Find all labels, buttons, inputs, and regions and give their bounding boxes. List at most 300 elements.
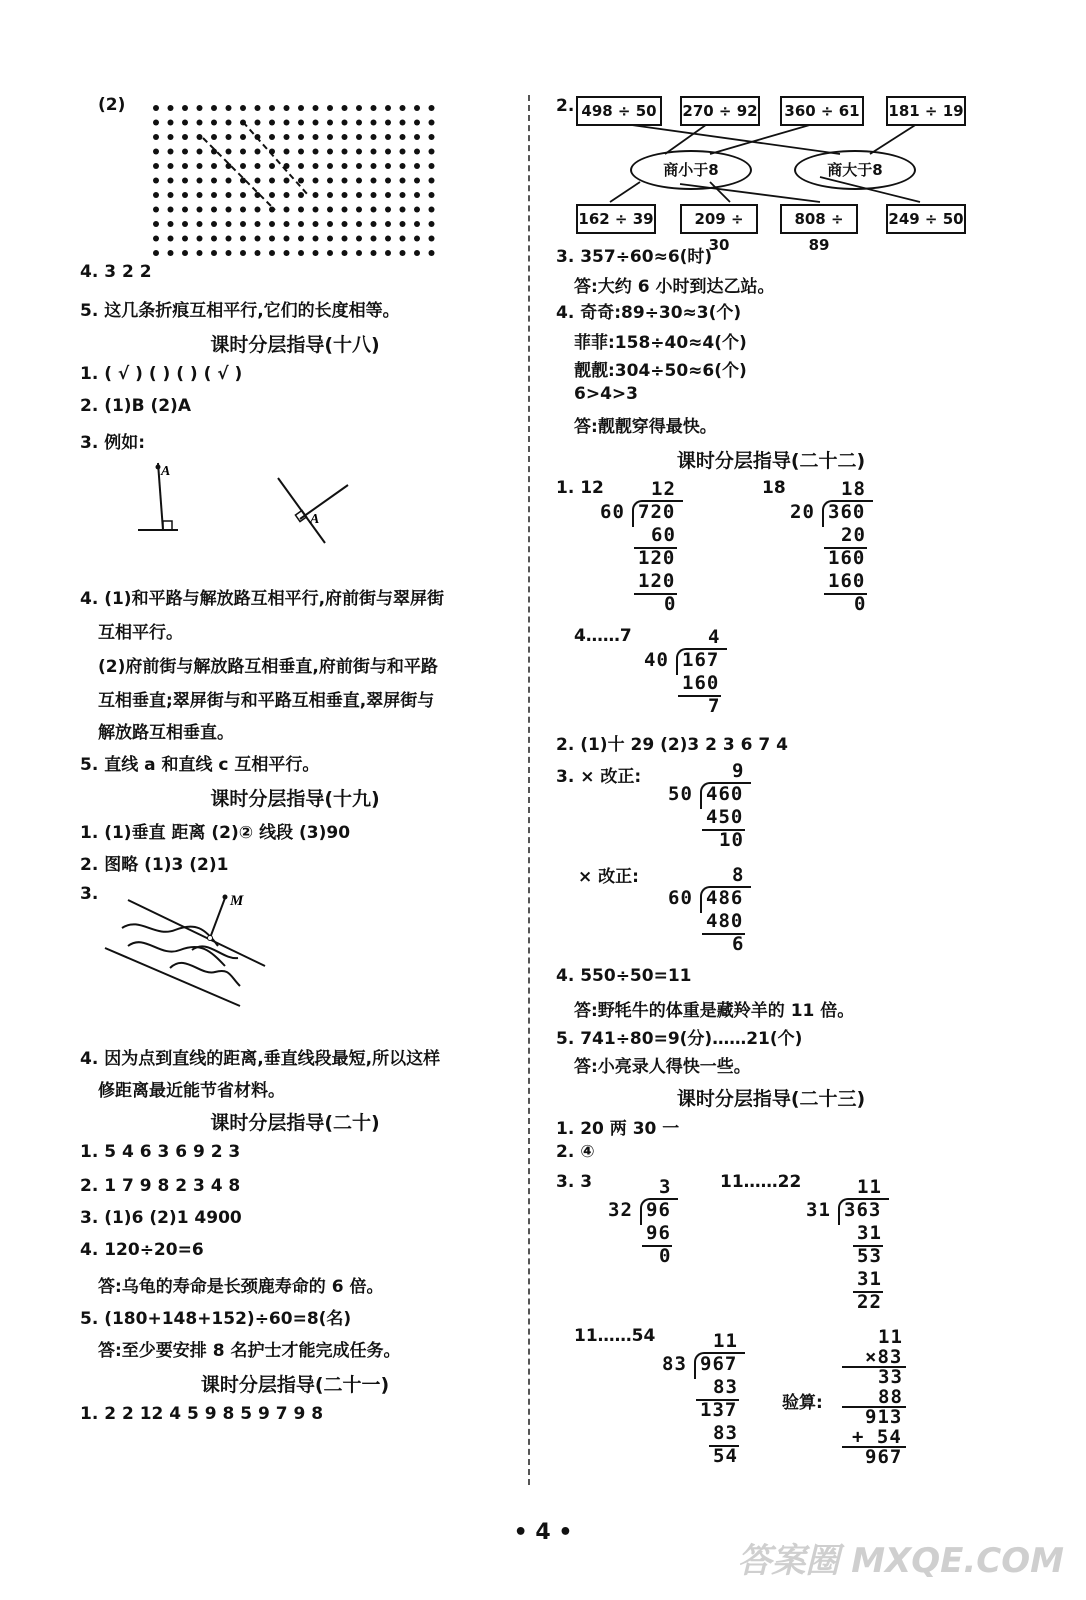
grid-dot [327, 236, 333, 242]
grid-dot [298, 192, 304, 198]
grid-dot [342, 192, 348, 198]
step-value: 160 [828, 547, 866, 569]
grid-dot [182, 120, 188, 126]
r-answer-4a: 4. 奇奇:89÷30≈3(个) [556, 303, 742, 323]
grid-dot [197, 207, 203, 213]
grid-dot [211, 163, 217, 169]
mult-row: 33 [878, 1366, 903, 1388]
quotient: 8 [732, 864, 745, 886]
bottom-box-3: 808 ÷ 89 [780, 204, 858, 234]
grid-dot [356, 236, 362, 242]
grid-dot [298, 105, 304, 111]
long-division-167-by-40 [644, 626, 754, 726]
multiplication-check [832, 1326, 932, 1476]
top-box-3: 360 ÷ 61 [780, 96, 864, 126]
top-box-4: 181 ÷ 19 [886, 96, 966, 126]
grid-dot [269, 221, 275, 227]
s18-answer-4c: (2)府前街与解放路互相垂直,府前街与和平路 [98, 657, 438, 677]
grid-dot [371, 149, 377, 155]
grid-dot [371, 163, 377, 169]
grid-dot [313, 149, 319, 155]
grid-dot [400, 250, 406, 256]
grid-dot [269, 163, 275, 169]
grid-dot [313, 120, 319, 126]
bottom-box-1: 162 ÷ 39 [576, 204, 656, 234]
step-value: 60 [651, 524, 676, 546]
grid-dot [385, 134, 391, 140]
long-division-720-by-60 [600, 478, 710, 618]
grid-dot [153, 120, 159, 126]
grid-dot [400, 192, 406, 198]
grid-dot [414, 178, 420, 184]
bottom-box-4: 249 ÷ 50 [886, 204, 966, 234]
grid-dot [385, 163, 391, 169]
grid-dot [429, 120, 435, 126]
grid-dot [327, 120, 333, 126]
grid-dot [240, 149, 246, 155]
grid-dot [211, 250, 217, 256]
s23-answer-3-mid: 11……22 [720, 1172, 802, 1192]
grid-dot [371, 105, 377, 111]
grid-dot [226, 120, 232, 126]
grid-dot [269, 250, 275, 256]
grid-dot [153, 163, 159, 169]
step-value: 7 [708, 695, 721, 717]
grid-dot [327, 134, 333, 140]
grid-dot [240, 134, 246, 140]
s20-answer-3: 3. (1)6 (2)1 4900 [80, 1208, 242, 1228]
oval-greater-than-8: 商大于8 [794, 150, 916, 190]
grid-dot [313, 221, 319, 227]
grid-dot [240, 178, 246, 184]
grid-dot [414, 250, 420, 256]
step-value: 10 [719, 829, 744, 851]
grid-dot [168, 207, 174, 213]
grid-dot [298, 149, 304, 155]
grid-dot [182, 221, 188, 227]
grid-dot [240, 250, 246, 256]
grid-dot [356, 105, 362, 111]
divisor: 83 [662, 1353, 687, 1375]
grid-dot [226, 163, 232, 169]
step-value: 83 [713, 1376, 738, 1398]
long-division-460-by-50 [668, 760, 778, 860]
grid-dot [385, 236, 391, 242]
grid-dot [429, 134, 435, 140]
s19-answer-4a: 4. 因为点到直线的距离,垂直线段最短,所以这样 [80, 1049, 441, 1069]
dividend: 486 [706, 887, 744, 909]
mult-row: 11 [878, 1326, 903, 1348]
grid-dot [400, 149, 406, 155]
grid-dot [342, 134, 348, 140]
grid-dot [269, 120, 275, 126]
grid-dot [342, 178, 348, 184]
grid-dot [371, 250, 377, 256]
grid-dot [197, 250, 203, 256]
s20-answer-5-ans: 答:至少要安排 8 名护士才能完成任务。 [98, 1341, 401, 1361]
grid-dot [414, 221, 420, 227]
grid-dot [240, 236, 246, 242]
divisor: 60 [668, 887, 693, 909]
grid-dot [429, 207, 435, 213]
grid-dot [327, 250, 333, 256]
divisor: 20 [790, 501, 815, 523]
grid-dot [211, 178, 217, 184]
sum-line [842, 1406, 906, 1408]
step-value: 96 [646, 1222, 671, 1244]
step-value: 83 [713, 1422, 738, 1444]
grid-dot [240, 192, 246, 198]
grid-dot [197, 163, 203, 169]
grid-dot [255, 120, 261, 126]
grid-dot [327, 105, 333, 111]
grid-dot [153, 105, 159, 111]
grid-dot [371, 207, 377, 213]
grid-dot [371, 134, 377, 140]
grid-dot [298, 178, 304, 184]
grid-dot [298, 250, 304, 256]
mult-row: + 54 [852, 1426, 902, 1448]
grid-dot [342, 250, 348, 256]
r-answer-3-ans: 答:大约 6 小时到达乙站。 [574, 277, 775, 297]
step-value: 53 [857, 1245, 882, 1267]
grid-dot [429, 163, 435, 169]
grid-dot [211, 221, 217, 227]
grid-dot [298, 163, 304, 169]
grid-dot [298, 221, 304, 227]
dividend: 967 [700, 1353, 738, 1375]
watermark-logo: 答案圈 MXQE.COM [737, 1541, 1064, 1581]
grid-dot [356, 192, 362, 198]
s19-answer-4b: 修距离最近能节省材料。 [98, 1081, 285, 1101]
step-value: 6 [732, 933, 745, 955]
s22-answer-1-bottom: 4……7 [574, 626, 632, 646]
grid-dot [168, 120, 174, 126]
grid-dot [211, 236, 217, 242]
grid-dot [429, 236, 435, 242]
divisor: 50 [668, 783, 693, 805]
s18-answer-4e: 解放路互相垂直。 [98, 723, 234, 743]
s18-answer-2: 2. (1)B (2)A [80, 396, 191, 416]
grid-dot [211, 105, 217, 111]
quotient: 12 [651, 478, 676, 500]
step-value: 160 [828, 570, 866, 592]
s23-answer-3: 3. 3 [556, 1172, 593, 1192]
page-number: • 4 • [513, 1520, 573, 1545]
section-heading-19: 课时分层指导(十九) [210, 788, 380, 810]
grid-dot [255, 207, 261, 213]
dot-grid-figure [148, 100, 438, 260]
quotient: 18 [841, 478, 866, 500]
grid-dot [255, 105, 261, 111]
step-value: 22 [857, 1291, 882, 1313]
grid-dot [197, 236, 203, 242]
grid-dot [327, 221, 333, 227]
grid-dot [356, 163, 362, 169]
mult-row: 967 [865, 1446, 903, 1468]
long-division-96-by-32 [608, 1176, 708, 1276]
grid-dot [153, 221, 159, 227]
s22-answer-4: 4. 550÷50=11 [556, 966, 692, 986]
s22-answer-3b: × 改正: [578, 867, 639, 887]
s18-answer-4b: 互相平行。 [98, 623, 183, 643]
grid-dot [226, 221, 232, 227]
grid-dot [284, 105, 290, 111]
grid-dot [298, 236, 304, 242]
step-value: 120 [638, 570, 676, 592]
grid-dot [385, 178, 391, 184]
grid-dot [153, 250, 159, 256]
grid-dot [414, 120, 420, 126]
grid-dot [385, 149, 391, 155]
s23-answer-3-bottom: 11……54 [574, 1326, 656, 1346]
grid-dot [298, 120, 304, 126]
mult-row: 88 [878, 1386, 903, 1408]
s18-answer-5: 5. 直线 a 和直线 c 互相平行。 [80, 755, 320, 775]
grid-dot [284, 236, 290, 242]
point-a-2-label: A [310, 512, 320, 527]
grid-dot [342, 149, 348, 155]
step-value: 120 [638, 547, 676, 569]
r-answer-4-ans: 答:靓靓穿得最快。 [574, 417, 717, 437]
dividend: 363 [844, 1199, 882, 1221]
dividend: 460 [706, 783, 744, 805]
grid-dot [356, 178, 362, 184]
grid-dot [385, 105, 391, 111]
oval-less-than-8: 商小于8 [630, 150, 752, 190]
grid-dot [269, 105, 275, 111]
grid-dot [313, 250, 319, 256]
grid-dot [429, 192, 435, 198]
grid-dot [342, 221, 348, 227]
grid-dot [168, 105, 174, 111]
answer-4: 4. 3 2 2 [80, 262, 152, 282]
grid-dot [313, 105, 319, 111]
grid-dot [269, 178, 275, 184]
grid-dot [211, 134, 217, 140]
grid-dot [414, 192, 420, 198]
section-heading-20: 课时分层指导(二十) [210, 1112, 380, 1134]
step-value: 31 [857, 1222, 882, 1244]
s18-answer-4d: 互相垂直;翠屏街与和平路互相垂直,翠屏街与 [98, 691, 435, 711]
long-division-486-by-60 [668, 864, 778, 964]
grid-dot [342, 120, 348, 126]
grid-dot [356, 134, 362, 140]
grid-dot [356, 207, 362, 213]
grid-dot [342, 207, 348, 213]
grid-dot [255, 221, 261, 227]
grid-dot [414, 207, 420, 213]
grid-dot [284, 207, 290, 213]
fold-line [203, 138, 275, 210]
grid-dot [327, 207, 333, 213]
grid-dot [284, 120, 290, 126]
q2-label: (2) [98, 95, 126, 115]
top-box-1: 498 ÷ 50 [576, 96, 662, 126]
grid-dot [342, 236, 348, 242]
r-answer-4d: 6>4>3 [574, 384, 638, 404]
answer-5: 5. 这几条折痕互相平行,它们的长度相等。 [80, 301, 400, 321]
r-answer-4c: 靓靓:304÷50≈6(个) [574, 361, 747, 381]
s18-answer-4a: 4. (1)和平路与解放路互相平行,府前街与翠屏街 [80, 589, 445, 609]
dividend: 96 [646, 1199, 671, 1221]
grid-dot [298, 134, 304, 140]
grid-dot [168, 134, 174, 140]
grid-dot [211, 207, 217, 213]
grid-dot [255, 149, 261, 155]
grid-dot [226, 250, 232, 256]
s20-answer-4: 4. 120÷20=6 [80, 1240, 204, 1260]
grid-dot [168, 163, 174, 169]
grid-dot [182, 207, 188, 213]
grid-dot [255, 178, 261, 184]
quotient: 4 [708, 626, 721, 648]
mult-row: ×83 [865, 1346, 903, 1368]
grid-dot [168, 221, 174, 227]
grid-dot [400, 134, 406, 140]
grid-dot [284, 221, 290, 227]
s19-answer-3: 3. [80, 884, 99, 904]
grid-dot [226, 236, 232, 242]
s22-answer-1-mid: 18 [762, 478, 786, 498]
r-answer-4b: 菲菲:158÷40≈4(个) [574, 333, 747, 353]
column-divider [528, 95, 530, 1485]
quotient: 11 [713, 1330, 738, 1352]
section-heading-18: 课时分层指导(十八) [210, 334, 380, 356]
s23-answer-2: 2. ④ [556, 1142, 595, 1162]
grid-dot [371, 192, 377, 198]
s22-answer-1-left: 1. 12 [556, 478, 604, 498]
grid-dot [429, 221, 435, 227]
grid-dot [168, 250, 174, 256]
grid-dot [327, 192, 333, 198]
grid-dot [356, 120, 362, 126]
grid-dot [284, 192, 290, 198]
grid-dot [313, 163, 319, 169]
grid-dot [371, 221, 377, 227]
grid-dot [197, 105, 203, 111]
grid-dot [400, 236, 406, 242]
grid-dot [342, 163, 348, 169]
grid-dot [400, 178, 406, 184]
grid-dot [182, 236, 188, 242]
step-value: 0 [664, 593, 677, 615]
grid-dot [153, 134, 159, 140]
dividend: 167 [682, 649, 720, 671]
step-value: 54 [713, 1445, 738, 1467]
grid-dot [414, 149, 420, 155]
divisor: 40 [644, 649, 669, 671]
grid-dot [298, 207, 304, 213]
grid-dot [356, 221, 362, 227]
grid-dot [153, 207, 159, 213]
grid-dot [313, 192, 319, 198]
top-box-2: 270 ÷ 92 [680, 96, 760, 126]
grid-dot [226, 178, 232, 184]
grid-dot [371, 120, 377, 126]
grid-dot [371, 178, 377, 184]
s20-answer-2: 2. 1 7 9 8 2 3 4 8 [80, 1176, 241, 1196]
grid-dot [385, 207, 391, 213]
step-value: 0 [854, 593, 867, 615]
grid-dot [269, 134, 275, 140]
grid-dot [197, 192, 203, 198]
mult-row: 913 [865, 1406, 903, 1428]
section-heading-21: 课时分层指导(二十一) [200, 1374, 390, 1396]
grid-dot [414, 236, 420, 242]
divisor: 60 [600, 501, 625, 523]
grid-dot [385, 250, 391, 256]
sum-line [842, 1446, 906, 1448]
s20-answer-4-ans: 答:乌龟的寿命是长颈鹿寿命的 6 倍。 [98, 1277, 384, 1297]
long-division-360-by-20 [790, 478, 900, 618]
grid-dot [197, 221, 203, 227]
s23-answer-1: 1. 20 两 30 一 [556, 1119, 680, 1139]
quotient: 3 [659, 1176, 672, 1198]
grid-dot [400, 207, 406, 213]
grid-dot [226, 207, 232, 213]
s22-answer-4-ans: 答:野牦牛的体重是藏羚羊的 11 倍。 [574, 1001, 855, 1021]
river-figure [100, 888, 290, 1008]
grid-dot [240, 163, 246, 169]
grid-dot [284, 250, 290, 256]
r-q2-number: 2. [556, 96, 575, 116]
r-answer-3: 3. 357÷60≈6(时) [556, 247, 713, 267]
grid-dot [400, 221, 406, 227]
point-m-label: M [230, 893, 244, 909]
grid-dot [211, 192, 217, 198]
s18-answer-1: 1. ( √ ) ( ) ( ) ( √ ) [80, 364, 243, 384]
grid-dot [284, 149, 290, 155]
grid-dot [255, 163, 261, 169]
grid-dot [182, 178, 188, 184]
long-division-363-by-31 [806, 1176, 916, 1326]
grid-dot [414, 105, 420, 111]
grid-dot [356, 250, 362, 256]
s20-answer-5: 5. (180+148+152)÷60=8(名) [80, 1309, 352, 1329]
grid-dot [429, 149, 435, 155]
grid-dot [226, 105, 232, 111]
section-heading-23: 课时分层指导(二十三) [676, 1088, 866, 1110]
quotient: 11 [857, 1176, 882, 1198]
step-value: 160 [682, 672, 720, 694]
grid-dot [313, 207, 319, 213]
grid-dot [240, 105, 246, 111]
grid-dot [182, 250, 188, 256]
grid-dot [414, 163, 420, 169]
dividend: 360 [828, 501, 866, 523]
grid-dot [168, 149, 174, 155]
step-value: 480 [706, 910, 744, 932]
grid-dot [182, 105, 188, 111]
s20-answer-1: 1. 5 4 6 3 6 9 2 3 [80, 1142, 241, 1162]
divisor: 31 [806, 1199, 831, 1221]
grid-dot [240, 207, 246, 213]
grid-dot [313, 134, 319, 140]
grid-dot [211, 120, 217, 126]
grid-dot [269, 236, 275, 242]
dividend: 720 [638, 501, 676, 523]
grid-dot [327, 163, 333, 169]
grid-dot [197, 134, 203, 140]
quotient: 9 [732, 760, 745, 782]
grid-dot [429, 105, 435, 111]
grid-dot [182, 163, 188, 169]
grid-dot [182, 134, 188, 140]
fold-line [243, 122, 308, 195]
grid-dot [385, 120, 391, 126]
grid-dot [371, 236, 377, 242]
